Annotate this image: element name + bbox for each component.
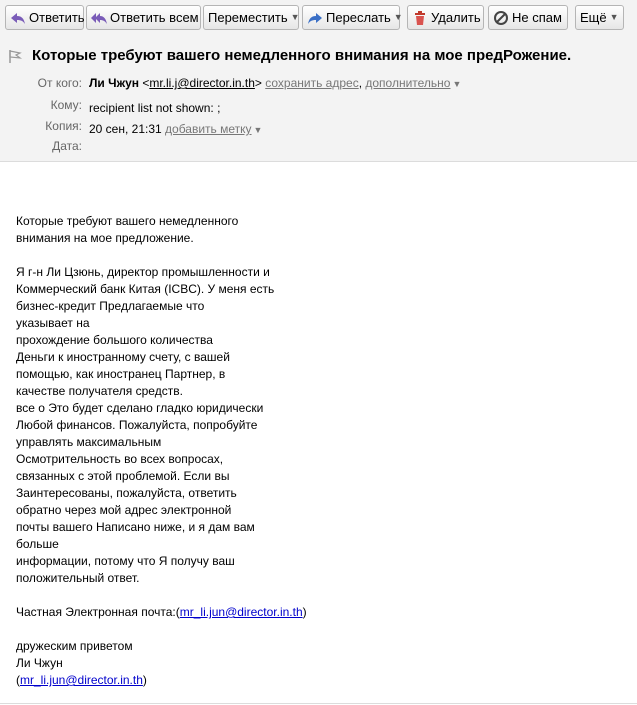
forward-label: Переслать <box>326 10 391 25</box>
signature-email-link[interactable]: mr_li.jun@director.in.th <box>20 673 143 687</box>
body-line <box>16 621 307 638</box>
chevron-down-icon: ▼ <box>609 12 619 22</box>
regards-line: дружеским приветом <box>16 639 133 653</box>
private-email-link[interactable]: mr_li.jun@director.in.th <box>179 605 303 619</box>
body-line: качестве получателя средств. <box>16 384 183 398</box>
body-line: Заинтересованы, пожалуйста, ответить <box>16 486 237 500</box>
body-line: бизнес-кредит Предлагаемые что <box>16 299 205 313</box>
signature-name: Ли Чжун <box>16 656 63 670</box>
body-line: связанных с этой проблемой. Если вы <box>16 469 230 483</box>
body-line: Деньги к иностранному счету, с вашей <box>16 350 230 364</box>
private-email-label: Частная Электронная почта: <box>16 605 176 619</box>
chevron-down-icon: ▼ <box>393 12 403 22</box>
body-line: Осмотрительность во всех вопросах, <box>16 452 224 466</box>
move-button[interactable] <box>203 5 299 30</box>
not-spam-button[interactable] <box>488 5 568 30</box>
not-spam-label: Не спам <box>512 10 562 25</box>
body-line: информации, потому что Я получу ваш <box>16 554 235 568</box>
body-line: внимания на мое предложение. <box>16 231 194 245</box>
to-label: Кому: <box>50 98 82 112</box>
body-line: положительный ответ. <box>16 571 140 585</box>
forward-icon <box>307 10 323 26</box>
reply-label: Ответить <box>29 10 85 25</box>
message-subject: Которые требуют вашего немедленного внимания на мое предРожение. <box>32 47 572 64</box>
reply-all-button[interactable] <box>86 5 201 30</box>
more-details-link[interactable]: дополнительно <box>365 76 451 90</box>
reply-button[interactable] <box>5 5 84 30</box>
body-line: Я г-н Ли Цзюнь, директор промышленности и <box>16 265 270 279</box>
trash-icon <box>412 10 428 26</box>
body-line: Любой финансов. Пожалуйста, попробуйте <box>16 418 258 432</box>
reply-all-icon <box>91 10 107 26</box>
forward-button[interactable] <box>302 5 403 30</box>
body-line: почты вашего Написано ниже, и я дам вам <box>16 520 255 534</box>
delete-label: Удалить <box>431 10 481 25</box>
chevron-down-icon: ▼ <box>290 12 300 22</box>
body-line: помощью, как иностранец Партнер, в <box>16 367 226 381</box>
body-line: Которые требуют вашего немедленного <box>16 214 239 228</box>
body-line: управлять максимальным <box>16 435 162 449</box>
cc-label: Копия: <box>45 119 82 133</box>
flag-icon[interactable] <box>7 48 23 64</box>
body-line: указывает на <box>16 316 90 330</box>
body-line: Коммерческий банк Китая (ICBC). У меня есть <box>16 282 275 296</box>
delete-button[interactable] <box>407 5 484 30</box>
more-label: Ещё <box>580 10 607 25</box>
body-line: прохождение большого количества <box>16 333 213 347</box>
body-line: больше <box>16 537 59 551</box>
body-line: все о Это будет сделано гладко юридически <box>16 401 264 415</box>
reply-icon <box>10 10 26 26</box>
chevron-down-icon: ▼ <box>452 79 462 89</box>
reply-all-label: Ответить всем <box>110 10 199 25</box>
divider <box>0 703 637 704</box>
date-label: Дата: <box>52 139 82 153</box>
body-line <box>16 587 307 604</box>
save-address-link[interactable]: сохранить адрес <box>265 76 359 90</box>
private-email-line: Частная Электронная почта:(mr_li.jun@director.in.th) <box>16 605 307 619</box>
sender-name: Ли Чжун <box>89 76 139 90</box>
move-label: Переместить <box>208 10 288 25</box>
body-line: обратно через мой адрес электронной <box>16 503 232 517</box>
to-value: recipient list not shown: ; <box>89 101 221 115</box>
more-button[interactable] <box>575 5 624 30</box>
from-label: От кого: <box>37 76 82 90</box>
toolbar <box>0 0 637 36</box>
chevron-down-icon: ▼ <box>253 125 263 135</box>
message-body <box>16 213 307 689</box>
from-value: Ли Чжун <mr.li.j@director.in.th> сохранить адрес, дополнительно ▼ <box>89 76 462 90</box>
message-header <box>0 36 637 162</box>
signature-email-line: (mr_li.jun@director.in.th) <box>16 673 147 687</box>
body-line <box>16 247 307 264</box>
date-row <box>89 122 262 136</box>
sender-email[interactable]: mr.li.j@director.in.th <box>149 76 255 90</box>
add-label-link[interactable]: добавить метку <box>165 122 252 136</box>
date-value: 20 сен, 21:31 <box>89 122 162 136</box>
block-icon <box>493 10 509 26</box>
